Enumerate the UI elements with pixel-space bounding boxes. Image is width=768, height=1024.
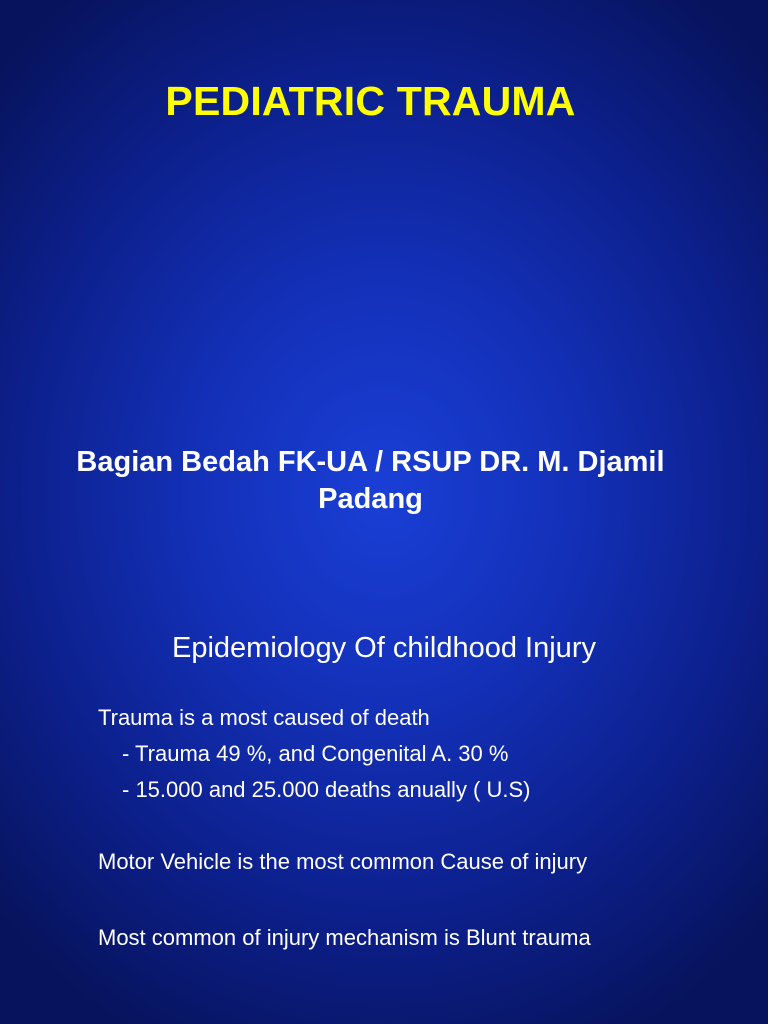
affiliation-line-2: Padang xyxy=(318,483,423,515)
affiliation-text xyxy=(0,444,741,518)
spacer xyxy=(98,883,748,923)
slide-title: PEDIATRIC TRAUMA xyxy=(165,78,576,124)
body-point-2: Motor Vehicle is the most common Cause of injury xyxy=(98,849,588,874)
body-point-3: Most common of injury mechanism is Blunt trauma xyxy=(98,925,591,950)
affiliation-line-1: Bagian Bedah FK-UA / RSUP DR. M. Djamil xyxy=(76,446,665,478)
body-point-1-sub-1: - Trauma 49 %, and Congenital A. 30 % xyxy=(122,741,509,766)
body-point-1-sub-2: - 15.000 and 25.000 deaths anually ( U.S) xyxy=(122,777,531,802)
slide-body xyxy=(98,703,748,959)
body-point-1: Trauma is a most caused of death xyxy=(98,705,430,730)
section-heading: Epidemiology Of childhood Injury xyxy=(172,632,596,664)
spacer xyxy=(98,811,748,847)
